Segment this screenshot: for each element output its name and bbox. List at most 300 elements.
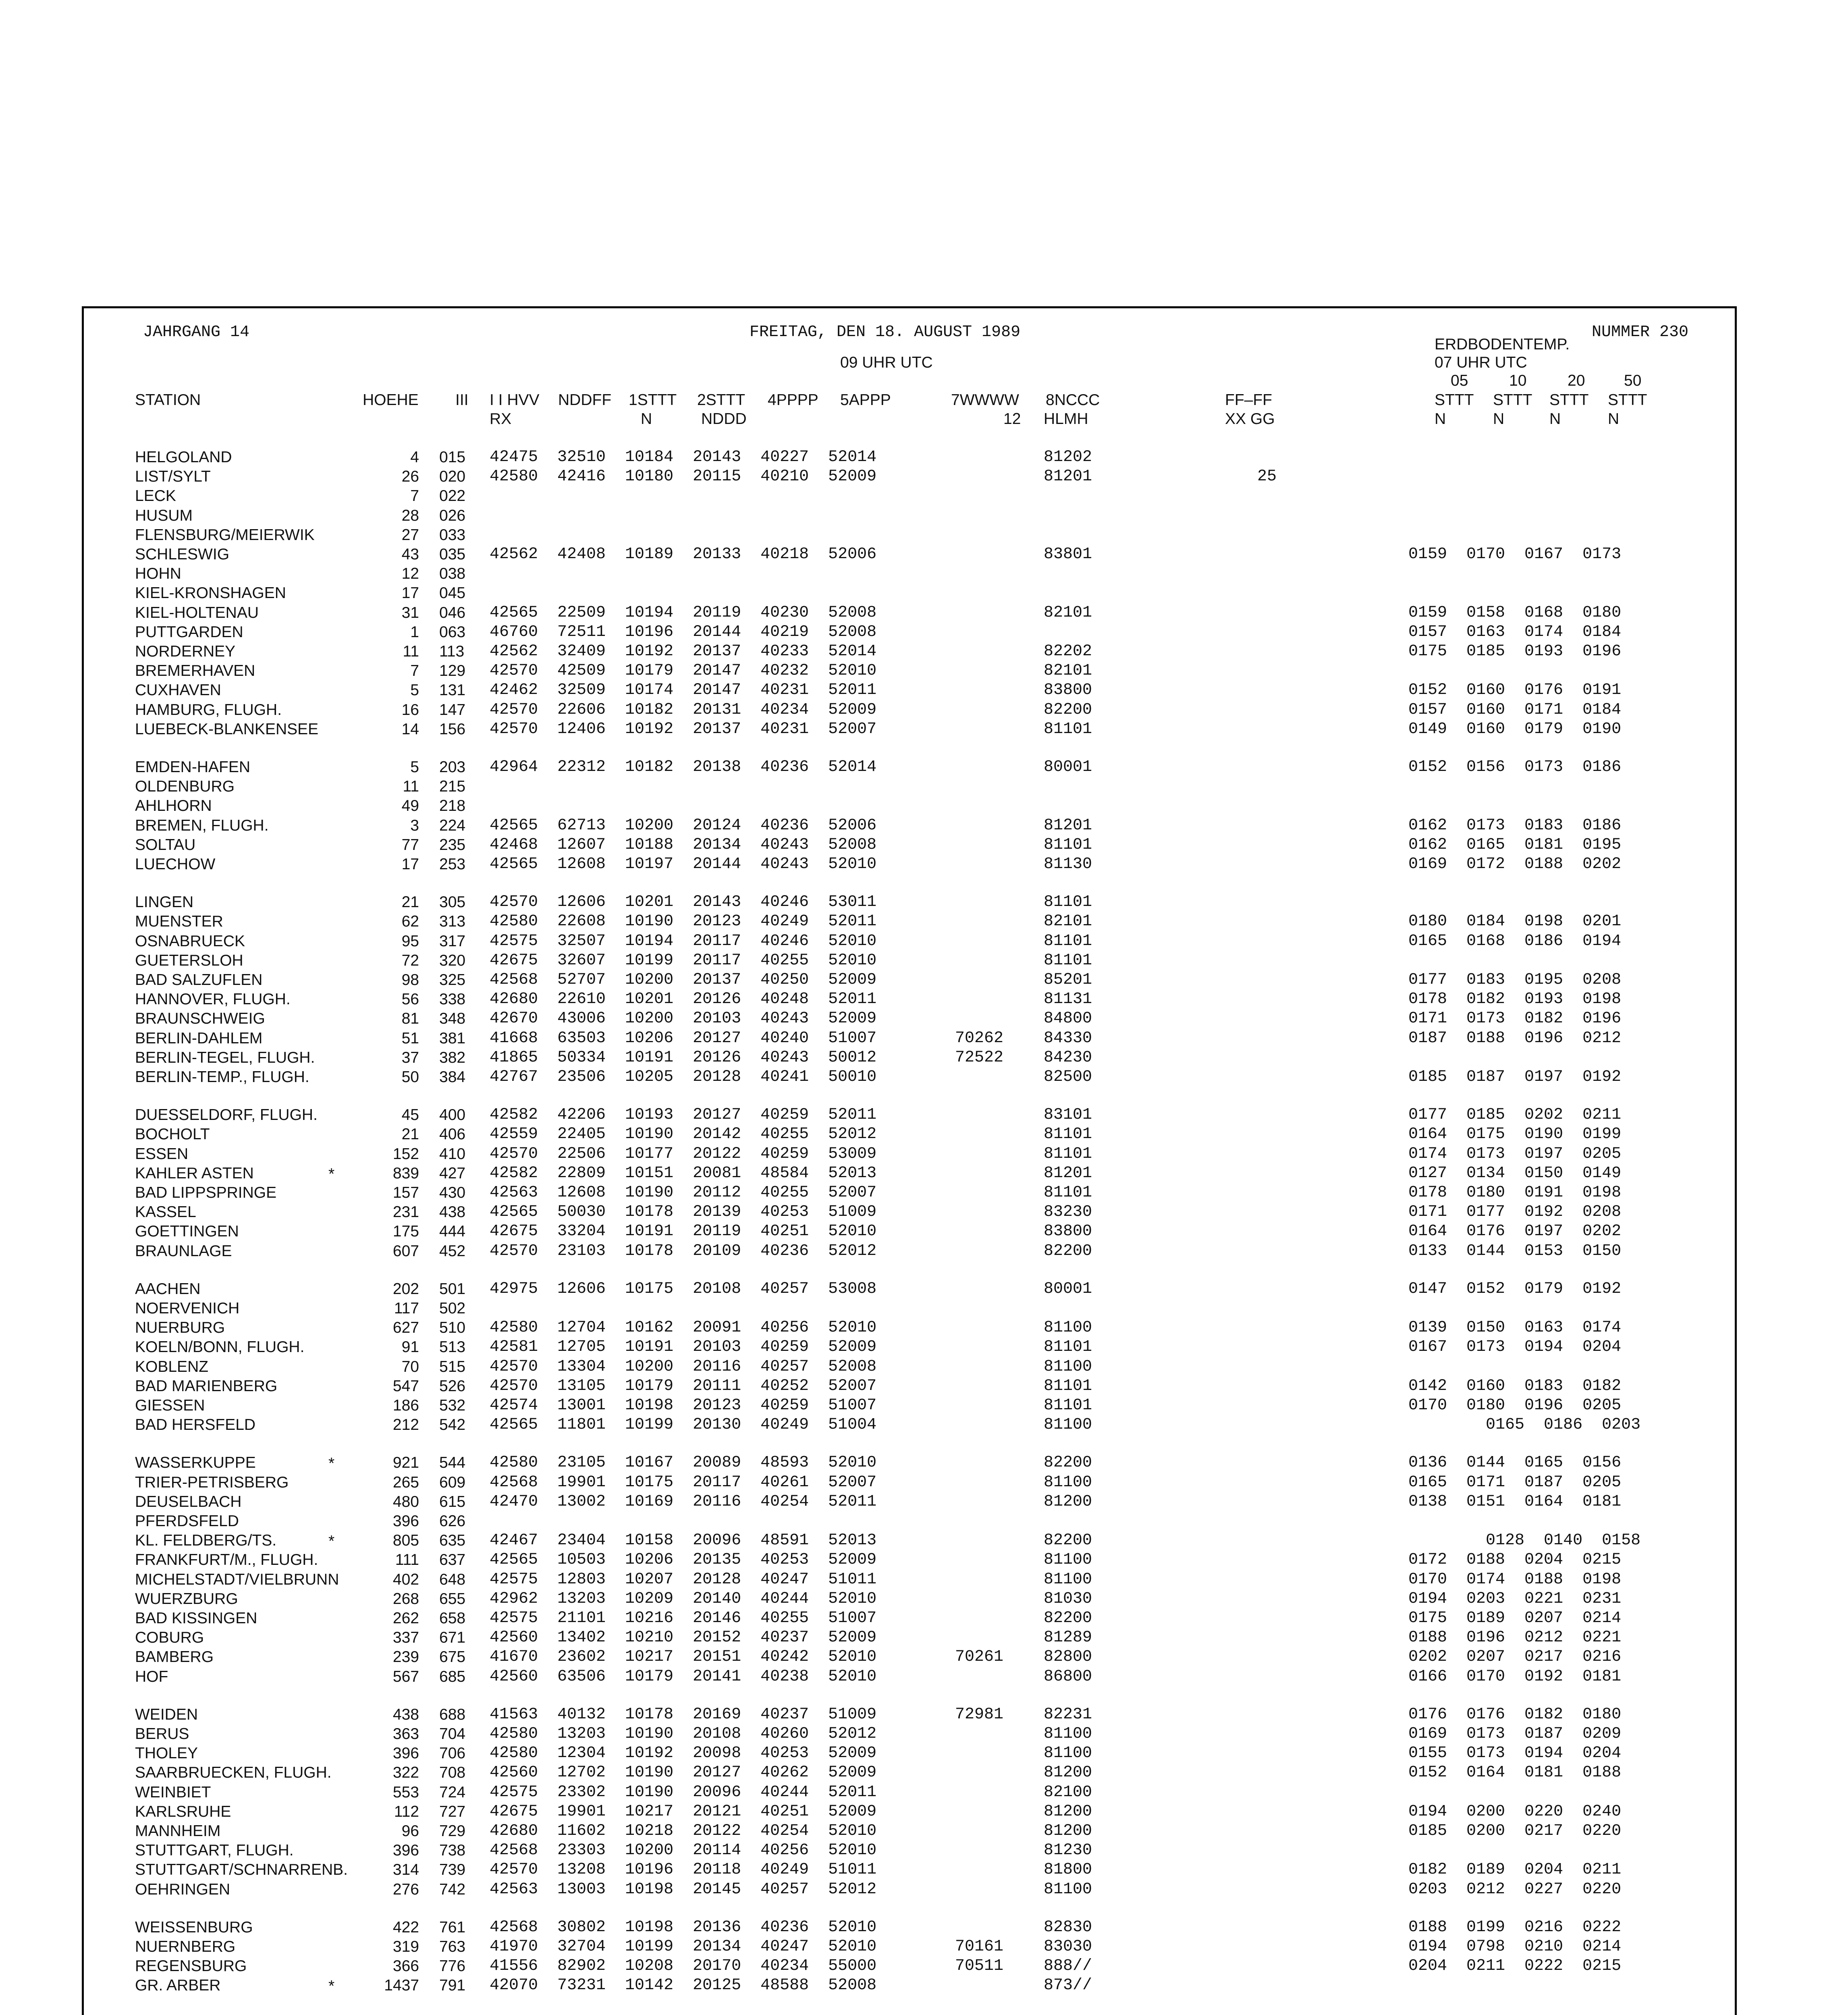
station-id: 532 [439,1397,466,1414]
group-8nccc: 81101 [1044,1184,1092,1202]
soil-temps: 0157 0160 0171 0184 [1408,700,1622,719]
synop-groups: 42675 33204 10191 20119 40251 52010 [490,1222,877,1241]
synop-groups: 42462 32509 10174 20147 40231 52011 [490,681,877,700]
synop-groups: 42570 12606 10201 20143 40246 53011 [490,893,877,912]
synop-groups: 42562 32409 10192 20137 40233 52014 [490,642,877,661]
station-name: HOF [135,1668,168,1685]
station-height: 396 [392,1842,419,1859]
group-8nccc: 82100 [1044,1783,1092,1801]
station-height: 16 [401,701,419,719]
station-height: 112 [394,1803,419,1820]
station-name: HUSUM [135,507,193,524]
station-id: 626 [439,1512,466,1530]
station-name: BAD SALZUFLEN [135,971,263,989]
group-7wwww: 70261 [955,1648,1004,1666]
station-height: 422 [392,1918,419,1936]
station-name: KOBLENZ [135,1358,209,1375]
col-1sttt-sub: N [641,410,652,428]
group-8nccc: 81230 [1044,1841,1092,1860]
station-id: 776 [439,1957,466,1975]
soil-temps: 0138 0151 0164 0181 [1408,1492,1622,1511]
station-id: 218 [439,797,466,815]
soil-sttt-4: STTT [1608,391,1647,409]
station-height: 49 [401,797,419,815]
station-height: 607 [392,1242,419,1260]
soil-temps: 0188 0199 0216 0222 [1408,1918,1622,1936]
soil-sttt-2: STTT [1493,391,1532,409]
synop-groups: 42565 62713 10200 20124 40236 52006 [490,816,877,835]
soil-temps: 0176 0176 0182 0180 [1408,1705,1622,1724]
station-id: 035 [439,546,466,563]
soil-temps: 0175 0189 0207 0214 [1408,1609,1622,1627]
group-8nccc: 81200 [1044,1764,1092,1782]
group-7wwww: 70161 [955,1938,1004,1956]
group-7wwww: 72522 [955,1048,1004,1067]
station-name: CUXHAVEN [135,681,221,699]
soil-temps: 0178 0180 0191 0198 [1408,1184,1622,1202]
col-7wwww: 7WWWW [951,391,1019,409]
station-height: 56 [401,991,419,1008]
station-id: 648 [439,1570,466,1588]
synop-groups: 42675 19901 10217 20121 40251 52009 [490,1802,877,1821]
group-8nccc: 83230 [1044,1203,1092,1221]
synop-groups: 42582 22809 10151 20081 48584 52013 [490,1164,877,1182]
station-name: THOLEY [135,1745,198,1762]
station-id: 147 [439,701,466,719]
station-name: AHLHORN [135,797,212,815]
synop-groups: 41970 32704 10199 20134 40247 52010 [490,1938,877,1956]
group-8nccc: 81100 [1044,1551,1092,1569]
group-8nccc: 81030 [1044,1589,1092,1608]
station-height: 276 [392,1880,419,1898]
group-8nccc: 82200 [1044,1609,1092,1627]
station-name: SAARBRUECKEN, FLUGH. [135,1764,332,1782]
station-id: 406 [439,1126,466,1143]
col-iihvv: I I HVV [490,391,540,409]
soil-temps: 0177 0183 0195 0208 [1408,971,1622,989]
group-8nccc: 83800 [1044,681,1092,700]
group-8nccc: 81200 [1044,1822,1092,1840]
station-name: BERUS [135,1725,189,1743]
station-height: 17 [401,584,419,602]
synop-groups: 42070 73231 10142 20125 48588 52008 [490,1976,877,1995]
soil-temps: 0147 0152 0179 0192 [1408,1280,1622,1298]
synop-groups: 42580 22608 10190 20123 40249 52011 [490,912,877,931]
synop-groups: 42964 22312 10182 20138 40236 52014 [490,758,877,776]
station-id: 325 [439,971,466,989]
station-name: WEINBIET [135,1783,211,1801]
synop-groups: 42767 23506 10205 20128 40241 50010 [490,1068,877,1086]
synop-groups: 42575 12803 10207 20128 40247 51011 [490,1570,877,1589]
group-8nccc: 81101 [1044,835,1092,854]
synop-groups: 42467 23404 10158 20096 48591 52013 [490,1531,877,1550]
synop-groups: 42570 13105 10179 20111 40252 52007 [490,1377,877,1395]
group-8nccc: 82200 [1044,1531,1092,1550]
synop-groups: 42962 13203 10209 20140 40244 52010 [490,1589,877,1608]
station-id: 444 [439,1223,466,1240]
station-id: 671 [439,1629,466,1647]
station-id: 513 [439,1338,466,1356]
synop-groups: 42565 22509 10194 20119 40230 52008 [490,603,877,622]
station-id: 046 [439,604,466,621]
station-name: OSNABRUECK [135,932,245,950]
station-name: HANNOVER, FLUGH. [135,991,291,1008]
synop-groups: 42570 13304 10200 20116 40257 52008 [490,1357,877,1376]
synop-groups: 42580 13203 10190 20108 40260 52012 [490,1725,877,1743]
station-name: MUENSTER [135,913,223,931]
synop-groups: 42574 13001 10198 20123 40259 51007 [490,1396,877,1415]
synop-groups: 42560 63506 10179 20141 40238 52010 [490,1667,877,1686]
group-8nccc: 81200 [1044,1802,1092,1821]
col-2sttt: 2STTT [697,391,745,409]
station-name: DUESSELDORF, FLUGH. [135,1106,318,1124]
station-id: 542 [439,1416,466,1434]
soil-temps: 0165 0186 0203 [1408,1416,1641,1434]
soil-temps: 0133 0144 0153 0150 [1408,1242,1622,1260]
group-8nccc: 81101 [1044,1338,1092,1356]
station-height: 839 [392,1164,419,1182]
group-8nccc: 83101 [1044,1106,1092,1124]
station-height: 157 [392,1184,419,1201]
group-8nccc: 81100 [1044,1357,1092,1376]
station-id: 253 [439,856,466,873]
group-8nccc: 82500 [1044,1068,1092,1086]
station-height: 28 [401,507,419,524]
synop-groups: 42570 13208 10196 20118 40249 51011 [490,1861,877,1879]
synop-groups: 42470 13002 10169 20116 40254 52011 [490,1492,877,1511]
col-station: STATION [135,391,201,409]
station-name: EMDEN-HAFEN [135,758,251,776]
soil-temps: 0152 0156 0173 0186 [1408,758,1622,776]
station-id: 791 [439,1977,466,1994]
station-id: 400 [439,1106,466,1124]
soil-temps: 0185 0200 0217 0220 [1408,1822,1622,1840]
synop-groups: 42563 12608 10190 20112 40255 52007 [490,1184,877,1202]
soil-temps: 0174 0173 0197 0205 [1408,1145,1622,1163]
group-8nccc: 81200 [1044,1492,1092,1511]
station-height: 11 [403,778,419,796]
station-height: 21 [401,893,419,911]
station-height: 7 [410,662,419,680]
group-8nccc: 85201 [1044,971,1092,989]
station-height: 4 [410,449,419,466]
station-id: 738 [439,1842,466,1859]
station-height: 231 [392,1203,419,1221]
station-id: 655 [439,1590,466,1608]
station-name: LUECHOW [135,856,216,873]
station-id: 763 [439,1938,466,1955]
synop-groups: 42975 12606 10175 20108 40257 53008 [490,1280,877,1298]
station-name: GIESSEN [135,1397,205,1414]
group-7wwww: 70511 [955,1957,1004,1976]
station-height: 43 [401,546,419,563]
soil-temps: 0159 0170 0167 0173 [1408,545,1622,563]
synop-groups: 42475 32510 10184 20143 40227 52014 [490,448,877,466]
station-height: 921 [392,1454,419,1472]
synop-groups: 42570 22506 10177 20122 40259 53009 [490,1145,877,1163]
station-id: 430 [439,1184,466,1201]
station-height: 627 [392,1319,419,1337]
synop-groups: 42568 52707 10200 20137 40250 52009 [490,971,877,989]
soil-temps: 0152 0164 0181 0188 [1408,1764,1622,1782]
col-5appp: 5APPP [840,391,891,409]
station-height: 5 [410,681,419,699]
station-height: 21 [401,1126,419,1143]
group-8nccc: 82231 [1044,1705,1092,1724]
synop-groups: 42565 12608 10197 20144 40243 52010 [490,855,877,873]
station-height: 202 [392,1280,419,1298]
station-name: BAMBERG [135,1648,214,1666]
station-id: 033 [439,526,466,544]
station-name: MICHELSTADT/VIELBRUNN [135,1570,339,1588]
depth-10: 10 [1509,372,1527,389]
station-height: 31 [401,604,419,621]
station-id: 742 [439,1880,466,1898]
station-id: 224 [439,816,466,834]
synop-groups: 42565 50030 10178 20139 40253 51009 [490,1203,877,1221]
station-name: BAD KISSINGEN [135,1610,257,1627]
station-id: 305 [439,893,466,911]
mountain-station-marker: * [328,1978,335,1995]
station-name: KAHLER ASTEN [135,1164,254,1182]
station-height: 805 [392,1532,419,1550]
mountain-station-marker: * [328,1533,335,1550]
group-8nccc: 81289 [1044,1629,1092,1647]
station-name: BERLIN-TEGEL, FLUGH. [135,1049,315,1066]
station-name: WEISSENBURG [135,1918,253,1936]
station-height: 1437 [384,1977,419,1994]
group-8nccc: 81101 [1044,932,1092,950]
soil-temps: 0171 0173 0182 0196 [1408,1010,1622,1028]
station-name: BAD LIPPSPRINGE [135,1184,277,1201]
station-name: BAD MARIENBERG [135,1377,278,1395]
station-id: 317 [439,932,466,950]
group-8nccc: 81201 [1044,467,1092,486]
soil-temps: 0172 0188 0204 0215 [1408,1551,1622,1569]
synop-groups: 42575 32507 10194 20117 40246 52010 [490,932,877,950]
soil-temps: 0187 0188 0196 0212 [1408,1029,1622,1047]
group-8nccc: 81130 [1044,855,1092,873]
station-height: 314 [392,1861,419,1879]
station-id: 215 [439,778,466,796]
group-8nccc: 81101 [1044,1125,1092,1144]
station-name: NUERNBERG [135,1938,236,1955]
synop-groups: 42575 23302 10190 20096 40244 52011 [490,1783,877,1801]
station-id: 045 [439,584,466,602]
synop-groups: 42675 32607 10199 20117 40255 52010 [490,951,877,970]
group-8nccc: 81101 [1044,1145,1092,1163]
station-name: BERLIN-DAHLEM [135,1029,263,1047]
station-name: SCHLESWIG [135,546,230,563]
soil-temps: 0185 0187 0197 0192 [1408,1068,1622,1086]
station-height: 175 [392,1223,419,1240]
group-8nccc: 81101 [1044,951,1092,970]
soil-temps: 0139 0150 0163 0174 [1408,1319,1622,1337]
soil-temps: 0164 0176 0197 0202 [1408,1222,1622,1241]
soil-temps: 0188 0196 0212 0221 [1408,1629,1622,1647]
soil-n-1: N [1435,410,1446,428]
station-height: 553 [392,1783,419,1801]
mountain-station-marker: * [328,1165,335,1183]
synop-groups: 42563 13003 10198 20145 40257 52012 [490,1880,877,1899]
depth-20: 20 [1568,372,1585,389]
soil-temps: 0149 0160 0179 0190 [1408,720,1622,738]
col-4pppp: 4PPPP [768,391,818,409]
col-hoehe: HOEHE [363,391,419,409]
group-8nccc: 81100 [1044,1473,1092,1492]
station-height: 14 [401,720,419,738]
station-height: 480 [392,1493,419,1510]
group-8nccc: 82101 [1044,912,1092,931]
synop-groups: 42570 23103 10178 20109 40236 52012 [490,1242,877,1260]
station-name: WEIDEN [135,1705,198,1723]
station-name: LINGEN [135,893,194,911]
group-8nccc: 82101 [1044,662,1092,680]
station-id: 313 [439,913,466,931]
station-name: BOCHOLT [135,1126,210,1143]
group-8nccc: 82202 [1044,642,1092,661]
soil-temps: 0164 0175 0190 0199 [1408,1125,1622,1144]
station-name: OLDENBURG [135,778,235,796]
station-height: 111 [395,1551,419,1569]
col-8nccc: 8NCCC [1046,391,1100,409]
station-id: 015 [439,449,466,466]
soil-temps: 0165 0171 0187 0205 [1408,1473,1622,1492]
station-height: 265 [392,1473,419,1491]
station-height: 96 [401,1822,419,1840]
station-id: 320 [439,951,466,969]
depth-05: 05 [1451,372,1468,389]
synop-groups: 42570 42509 10179 20147 40232 52010 [490,662,877,680]
group-8nccc: 81100 [1044,1744,1092,1763]
station-name: NOERVENICH [135,1300,240,1317]
group-7wwww: 72981 [955,1705,1004,1724]
station-id: 688 [439,1705,466,1723]
station-height: 366 [392,1957,419,1975]
soil-temps: 0171 0177 0192 0208 [1408,1203,1622,1221]
station-height: 95 [401,932,419,950]
station-name: WASSERKUPPE [135,1454,256,1472]
station-height: 51 [401,1029,419,1047]
station-height: 268 [392,1590,419,1608]
station-id: 609 [439,1473,466,1491]
station-height: 363 [392,1725,419,1743]
station-name: BREMERHAVEN [135,662,255,680]
station-id: 113 [439,643,465,660]
soil-temps: 0152 0160 0176 0191 [1408,681,1622,700]
group-8nccc: 82800 [1044,1648,1092,1666]
synop-groups: 42560 12702 10190 20127 40262 52009 [490,1764,877,1782]
station-id: 022 [439,487,466,505]
soil-temps: 0155 0173 0194 0204 [1408,1744,1622,1763]
station-name: KIEL-KRONSHAGEN [135,584,286,602]
group-8nccc: 86800 [1044,1667,1092,1686]
station-name: KIEL-HOLTENAU [135,604,259,621]
station-name: KASSEL [135,1203,196,1221]
station-name: HELGOLAND [135,449,232,466]
synop-groups: 42570 12406 10192 20137 40231 52007 [490,720,877,738]
station-height: 322 [392,1764,419,1782]
synop-groups: 41668 63503 10206 20127 40240 51007 [490,1029,877,1047]
group-8nccc: 81131 [1044,990,1092,1009]
synop-groups: 42581 12705 10191 20103 40259 52009 [490,1338,877,1356]
col-iii: III [455,391,469,409]
station-name: OEHRINGEN [135,1880,230,1898]
group-8nccc: 81100 [1044,1725,1092,1743]
station-id: 501 [439,1280,466,1298]
soil-sttt-1: STTT [1435,391,1474,409]
synop-groups: 42468 12607 10188 20134 40243 52008 [490,835,877,854]
station-name: GOETTINGEN [135,1223,239,1240]
station-id: 038 [439,565,466,583]
issue-number: NUMMER 230 [1592,323,1689,341]
station-name: REGENSBURG [135,1957,247,1975]
station-name: STUTTGART, FLUGH. [135,1842,294,1859]
group-8nccc: 81101 [1044,720,1092,738]
soil-temps: 0142 0160 0183 0182 [1408,1377,1622,1395]
soil-temps: 0136 0144 0165 0156 [1408,1454,1622,1472]
station-id: 384 [439,1068,466,1086]
station-height: 396 [392,1512,419,1530]
station-id: 156 [439,720,466,738]
station-height: 402 [392,1570,419,1588]
report-time: 09 UHR UTC [840,354,933,371]
group-8nccc: 81100 [1044,1416,1092,1434]
station-name: BERLIN-TEMP., FLUGH. [135,1068,309,1086]
group-8nccc: 84230 [1044,1048,1092,1067]
station-name: GR. ARBER [135,1977,221,1994]
synop-groups: 42580 42416 10180 20115 40210 52009 [490,467,877,486]
group-8nccc: 81101 [1044,1377,1092,1395]
station-id: 427 [439,1164,466,1182]
station-id: 515 [439,1358,466,1375]
station-name: ESSEN [135,1145,189,1163]
station-id: 675 [439,1648,466,1666]
soil-temps: 0180 0184 0198 0201 [1408,912,1622,931]
soil-temps: 0157 0163 0174 0184 [1408,623,1622,641]
soil-temps: 0165 0168 0186 0194 [1408,932,1622,950]
synop-groups: 42565 10503 10206 20135 40253 52009 [490,1551,877,1569]
soil-temps: 0162 0165 0181 0195 [1408,835,1622,854]
synop-groups: 42570 22606 10182 20131 40234 52009 [490,700,877,719]
group-8nccc: 81101 [1044,1396,1092,1415]
synop-groups: 42559 22405 10190 20142 40255 52012 [490,1125,877,1144]
station-height: 50 [401,1068,419,1086]
soil-temps: 0170 0174 0188 0198 [1408,1570,1622,1589]
group-8nccc: 80001 [1044,758,1092,776]
station-id: 382 [439,1049,466,1066]
station-height: 45 [401,1106,419,1124]
station-name: KARLSRUHE [135,1803,231,1820]
col-ff: FF–FF [1225,391,1272,409]
synop-groups: 42565 11801 10199 20130 40249 51004 [490,1416,877,1434]
group-8nccc: 84800 [1044,1010,1092,1028]
station-name: PFERDSFELD [135,1512,239,1530]
station-id: 131 [439,681,466,699]
station-name: KOELN/BONN, FLUGH. [135,1338,305,1356]
station-height: 81 [401,1010,419,1028]
gust-value: 25 [1257,467,1277,486]
soil-temps: 0194 0798 0210 0214 [1408,1938,1622,1956]
soil-temps: 0203 0212 0227 0220 [1408,1880,1622,1899]
station-name: FRANKFURT/M., FLUGH. [135,1551,318,1569]
group-7wwww: 70262 [955,1029,1004,1047]
station-id: 761 [439,1918,466,1936]
soil-temp-time: 07 UHR UTC [1435,354,1527,371]
station-id: 615 [439,1493,466,1510]
station-name: AACHEN [135,1280,201,1298]
group-8nccc: 83801 [1044,545,1092,563]
